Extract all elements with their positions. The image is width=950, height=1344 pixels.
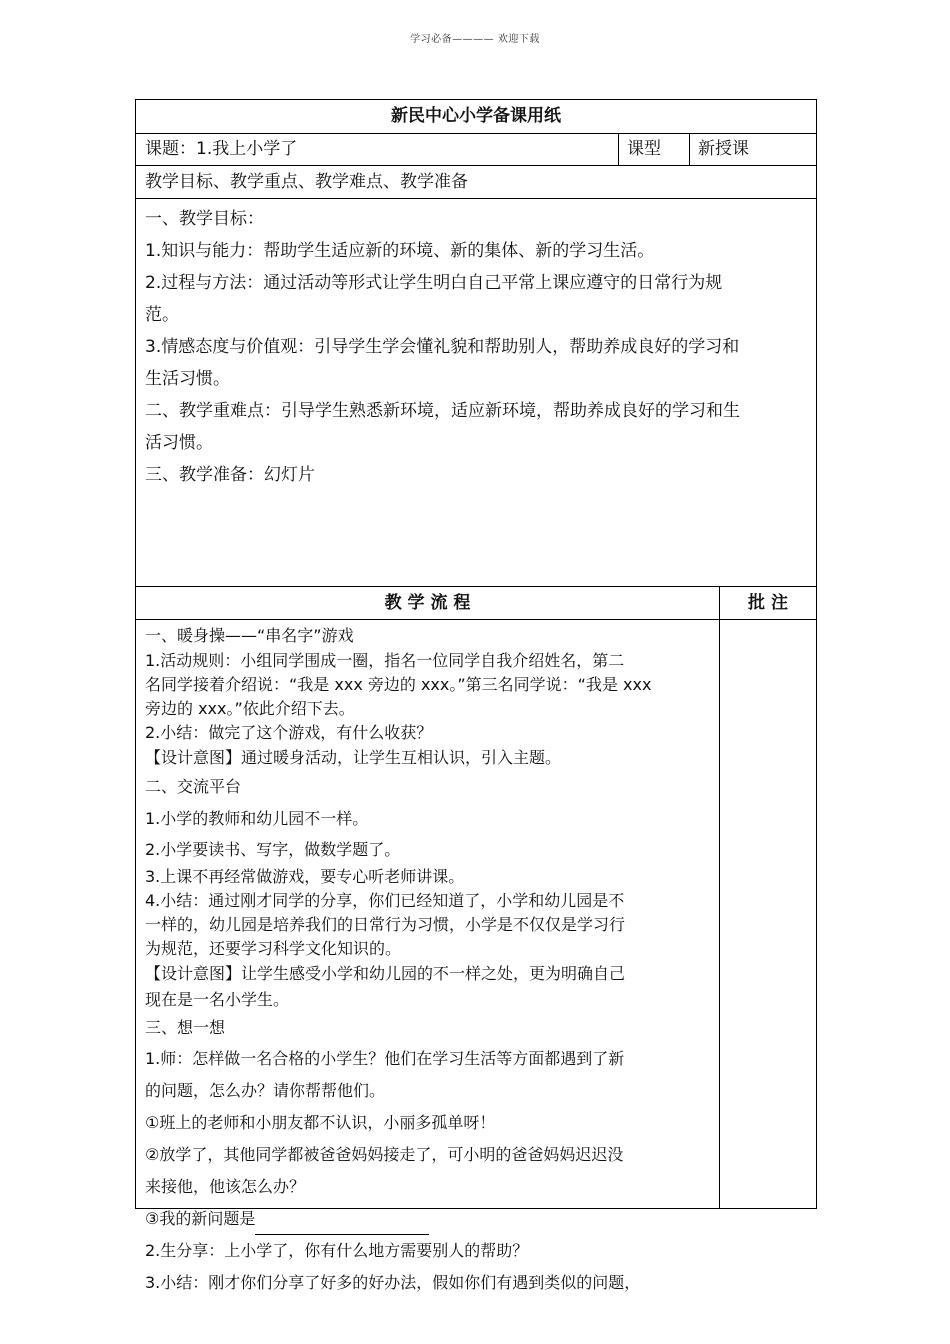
flow-line: 的问题，怎么办？请你帮帮他们。 [145,1081,386,1100]
topic-row [136,134,816,166]
flow-line: 3.上课不再经常做游戏，要专心听老师讲课。 [145,867,465,886]
notes-heading: 批 注 [748,593,788,613]
flow-line [145,1203,719,1235]
flow-line: 一样的，幼儿园是培养我们的日常行为习惯，小学是不仅仅是学习行 [145,915,626,934]
flow-line: 一、暖身操——“串名字”游戏 [145,626,354,645]
flow-line: 4.小结：通过刚才同学的分享，你们已经知道了，小学和幼儿园是不 [145,891,625,910]
flow-content [136,620,719,1292]
goal-line: 1.知识与能力：帮助学生适应新的环境、新的集体、新的学习生活。 [145,241,655,261]
goal-line: 三、教学准备：幻灯片 [145,465,315,485]
goals-block [136,199,816,587]
flow-line: 名同学接着介绍说：“我是 xxx 旁边的 xxx。”第三名同学说：“我是 xxx [145,675,652,694]
lesson-plan-table [135,99,817,1292]
goal-line: 范。 [145,305,179,325]
goal-line: 二、教学重难点：引导学生熟悉新环境，适应新环境，帮助养成良好的学习和生 [145,401,740,421]
flow-line: 1.活动规则：小组同学围成一圈，指名一位同学自我介绍姓名，第二 [145,651,625,670]
page-header-note: 学习必备———— 欢迎下载 [410,34,540,45]
flow-line: 为规范，还要学习科学文化知识的。 [145,939,402,958]
flow-line: 【设计意图】让学生感受小学和幼儿园的不一样之处，更为明确自己 [145,964,626,983]
section-heading: 教学目标、教学重点、教学难点、教学准备 [145,172,468,192]
lesson-type-value: 新授课 [698,139,749,159]
flow-line: 二、交流平台 [145,777,242,796]
flow-line: 2.生分享：上小学了，你有什么地方需要别人的帮助？ [145,1241,529,1260]
flow-line: 三、想一想 [145,1018,226,1037]
flow-heading: 教 学 流 程 [384,593,471,613]
flow-line: 【设计意图】通过暖身活动，让学生互相认识，引入主题。 [145,748,562,767]
flow-line: 现在是一名小学生。 [145,990,290,1009]
goal-line: 3.情感态度与价值观：引导学生学会懂礼貌和帮助别人，帮助养成良好的学习和 [145,337,740,357]
goal-line: 生活习惯。 [145,369,230,389]
flow-line: 2.小学要读书、写字，做数学题了。 [145,840,401,859]
goal-line: 活习惯。 [145,433,213,453]
blank-line [255,1216,429,1235]
flow-heading-row [136,587,816,620]
flow-line: 旁边的 xxx。”依此介绍下去。 [145,699,355,718]
goal-line: 一、教学目标： [145,209,264,229]
flow-line: ①班上的老师和小朋友都不认识，小丽多孤单呀！ [145,1113,496,1132]
flow-line: ②放学了，其他同学都被爸爸妈妈接走了，可小明的爸爸妈妈迟迟没 [145,1145,624,1164]
flow-line: 2.小结：做完了这个游戏，有什么收获？ [145,723,433,742]
lesson-type-label: 课型 [627,139,661,159]
flow-line-text: ③我的新问题是 [145,1209,256,1228]
table-title: 新民中心小学备课用纸 [136,100,816,134]
flow-line: 1.小学的教师和幼儿园不一样。 [145,809,369,828]
flow-line: 3.小结：刚才你们分享了好多的好办法，假如你们有遇到类似的问题， [145,1273,641,1292]
flow-line: 来接他，他该怎么办？ [145,1177,306,1196]
notes-column-divider [719,587,720,1208]
topic-label: 课题：1.我上小学了 [145,139,298,159]
flow-line: 1.师：怎样做一名合格的小学生？他们在学习生活等方面都遇到了新 [145,1049,625,1068]
section-heading-row [136,166,816,199]
goal-line: 2.过程与方法：通过活动等形式让学生明白自己平常上课应遵守的日常行为规 [145,273,723,293]
